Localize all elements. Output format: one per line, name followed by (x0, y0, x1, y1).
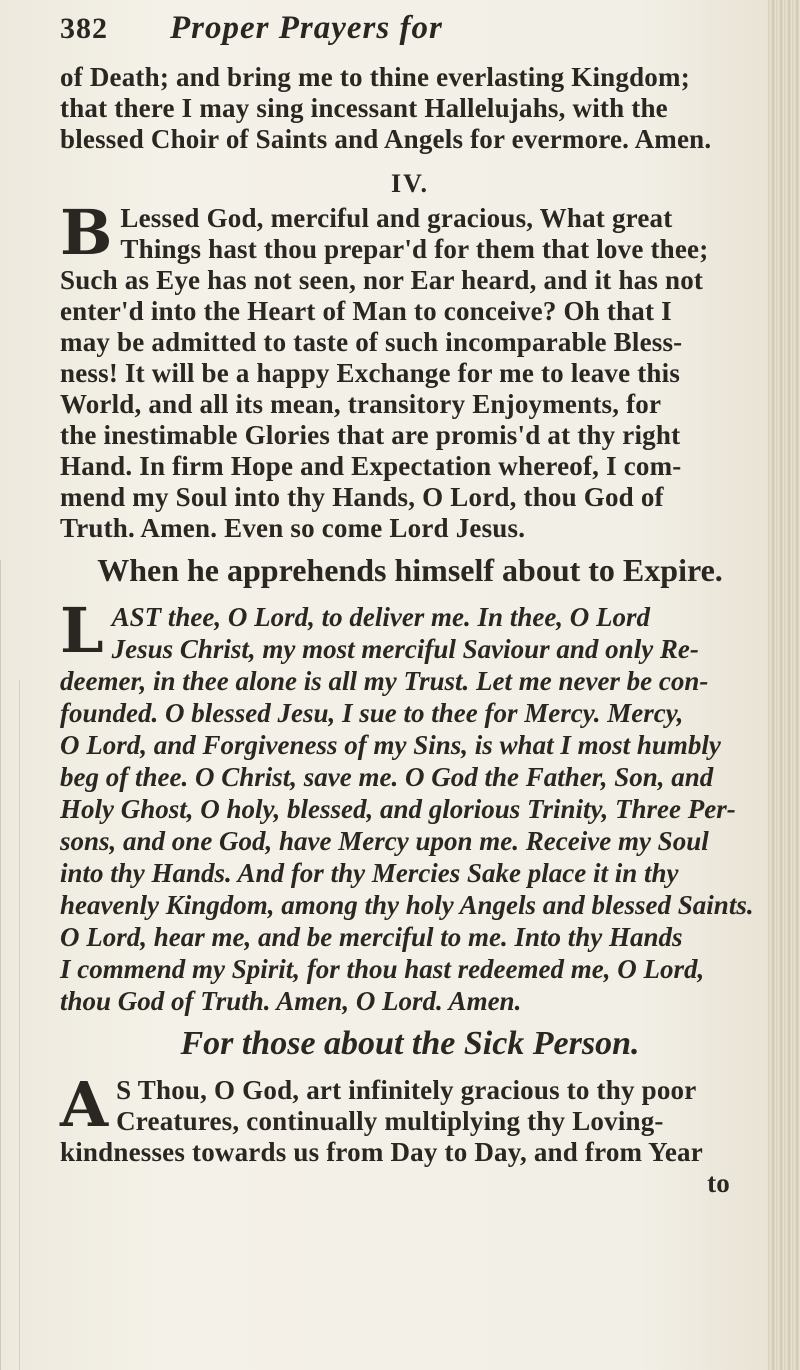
text-line: Truth. Amen. Even so come Lord Jesus. (60, 513, 526, 543)
page-content (60, 10, 760, 1199)
text-line: beg of thee. O Christ, save me. O God the Father, Son, and (60, 762, 714, 792)
text-line: that there I may sing incessant Hallelujahs, with the (60, 93, 668, 123)
text-line: O Lord, and Forgiveness of my Sins, is what I most humbly (60, 730, 721, 760)
text-line: thou God of Truth. Amen, O Lord. Amen. (60, 986, 522, 1016)
text-line: to (707, 1168, 730, 1198)
text-line: S Thou, O God, art infinitely gracious to thy poor (116, 1075, 697, 1105)
text-line: blessed Choir of Saints and Angels for evermore. Amen. (60, 124, 712, 154)
text-line: Such as Eye has not seen, nor Ear heard, and it has not (60, 265, 704, 295)
section-number: IV. (390, 169, 430, 198)
page-number: 382 (60, 12, 108, 45)
text-line: I commend my Spirit, for thou hast redeemed me, O Lord, (60, 954, 705, 984)
text-line: founded. O blessed Jesu, I sue to thee for Mercy. Mercy, (60, 698, 684, 728)
text-line: World, and all its mean, transitory Enjoyments, for (60, 389, 662, 419)
text-line: mend my Soul into thy Hands, O Lord, thou God of (60, 482, 664, 512)
text-line: AST thee, O Lord, to deliver me. In thee, O Lord (111, 602, 651, 632)
text-line: may be admitted to taste of such incomparable Bless- (60, 327, 683, 357)
section-heading-sick: For those about the Sick Person. (180, 1025, 640, 1062)
text-line: sons, and one God, have Mercy upon me. Receive my Soul (60, 826, 709, 856)
text-line: kindnesses towards us from Day to Day, and from Year (60, 1137, 703, 1167)
text-line: ness! It will be a happy Exchange for me to leave this (60, 358, 681, 388)
continuation-paragraph (60, 62, 760, 155)
prayer-expire (60, 594, 760, 1017)
text-line: Hand. In firm Hope and Expectation whereof, I com- (60, 451, 682, 481)
text-line: heavenly Kingdom, among thy holy Angels and blessed Saints. (60, 890, 754, 920)
text-line: Lessed God, merciful and gracious, What great (120, 203, 673, 233)
drop-cap: L (60, 594, 104, 667)
text-line: Holy Ghost, O holy, blessed, and glorious Trinity, Three Per- (60, 794, 736, 824)
page-edge (768, 0, 800, 1370)
running-head: Proper Prayers for (170, 10, 443, 46)
text-line: into thy Hands. And for thy Mercies Sake place it in thy (60, 858, 679, 888)
drop-cap: B (60, 196, 113, 269)
page-header (60, 10, 760, 62)
text-line: Jesus Christ, my most merciful Saviour and only Re- (111, 634, 699, 664)
text-line: Things hast thou prepar'd for them that love thee; (120, 234, 709, 264)
text-line: Creatures, continually multiplying thy Loving- (116, 1106, 664, 1136)
text-line: deemer, in thee alone is all my Trust. Let me never be con- (60, 666, 709, 696)
prayer-iv (60, 196, 760, 544)
margin-shadow (0, 560, 41, 1370)
text-line: of Death; and bring me to thine everlasting Kingdom; (60, 62, 690, 92)
section-heading-expire: When he apprehends himself about to Expire. (97, 552, 723, 588)
text-line: enter'd into the Heart of Man to conceive? Oh that I (60, 296, 672, 326)
text-line: the inestimable Glories that are promis'd at thy right (60, 420, 681, 450)
text-line: O Lord, hear me, and be merciful to me. Into thy Hands (60, 922, 683, 952)
drop-cap: A (60, 1068, 109, 1141)
prayer-sick (60, 1068, 760, 1199)
